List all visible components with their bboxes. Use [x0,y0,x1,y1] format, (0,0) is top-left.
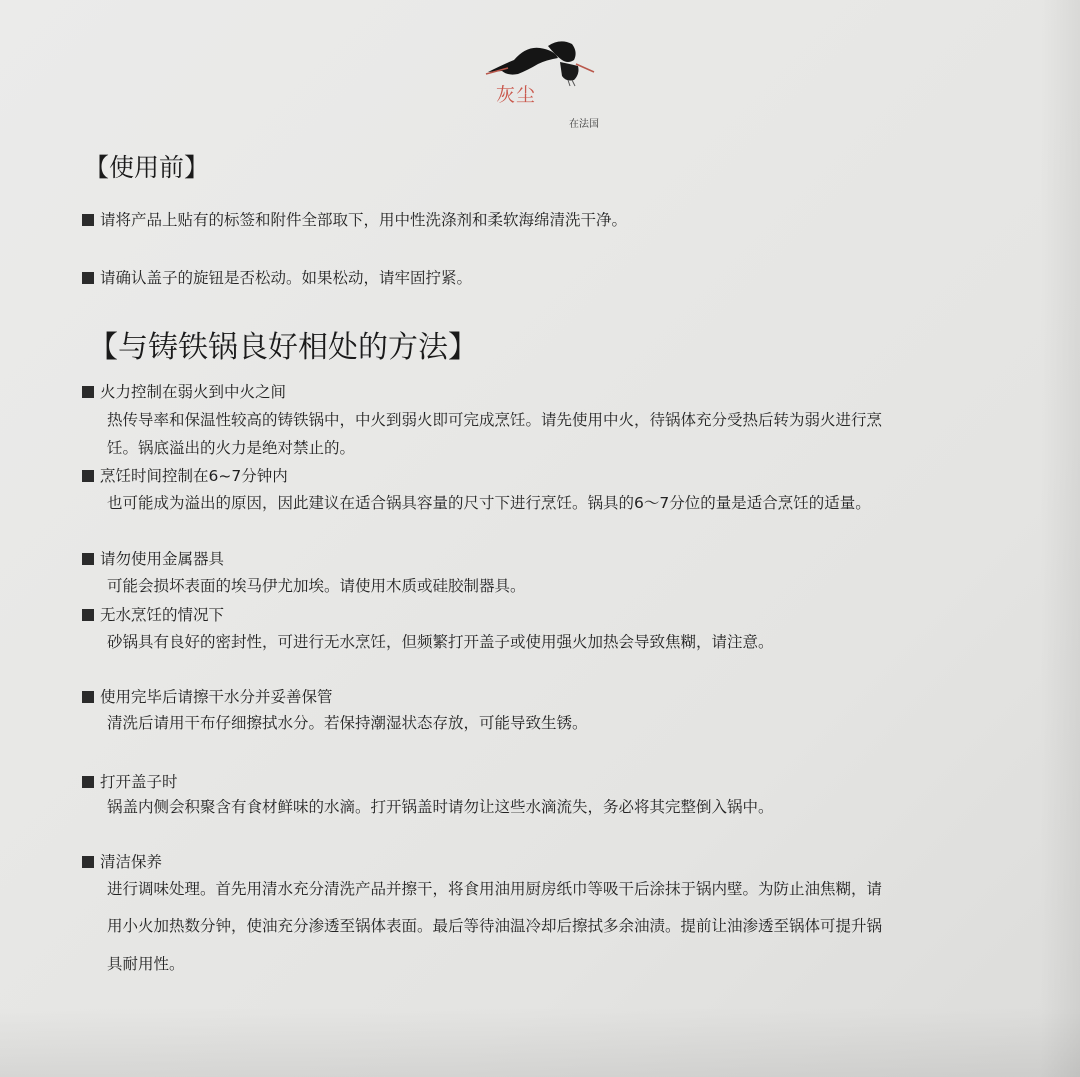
before-use-title: 【使用前】 [84,153,210,182]
bullet-square-icon [82,856,94,868]
section-text: 热传导率和保温性较高的铸铁锅中，中火到弱火即可完成烹饪。请先使用中火，待锅体充分受热后转为弱火进行烹 [107,411,883,429]
section-text: 用小火加热数分钟，使油充分渗透至锅体表面。最后等待油温冷却后擦拭多余油渍。提前让油渗透至锅体可提升锅 [107,917,883,935]
bullet-square-icon [82,470,94,482]
bullet-square-icon [82,386,94,398]
bullet-square-icon [82,776,94,788]
bullet-square-icon [82,214,94,226]
section-text: 进行调味处理。首先用清水充分清洗产品并擦干，将食用油用厨房纸巾等吸干后涂抹于锅内壁。为防止油焦糊，请 [107,880,883,898]
bullet-square-icon [82,553,94,565]
section-heading: 火力控制在弱火到中火之间 [82,380,286,402]
section-heading: 使用完毕后请擦干水分并妥善保管 [82,685,333,707]
section-text: 也可能成为溢出的原因，因此建议在适合锅具容量的尺寸下进行烹饪。锅具的6～7分位的量是适合烹饪的适量。 [107,494,871,512]
section-heading: 烹饪时间控制在6~7分钟内 [82,464,288,486]
bullet-square-icon [82,691,94,703]
section-heading: 无水烹饪的情况下 [82,603,224,625]
origin-label: 在法国 [569,119,599,130]
section-text: 清洗后请用干布仔细擦拭水分。若保持潮湿状态存放，可能导致生锈。 [107,714,588,732]
section-heading: 打开盖子时 [82,770,178,792]
bullet-square-icon [82,272,94,284]
section-text: 具耐用性。 [107,955,185,973]
paper-shadow-bottom [0,1007,1080,1077]
bullet-square-icon [82,609,94,621]
before-use-item: 请确认盖子的旋钮是否松动。如果松动，请牢固拧紧。 [82,266,472,288]
section-text: 饪。锅底溢出的火力是绝对禁止的。 [107,439,356,457]
section-text: 锅盖内侧会积聚含有食材鲜味的水滴。打开锅盖时请勿让这些水滴流失，务必将其完整倒入锅中。 [107,798,774,816]
paper-shadow-right [1040,0,1080,1077]
section-heading: 请勿使用金属器具 [82,547,224,569]
guide-title: 【与铸铁锅良好相处的方法】 [88,330,478,365]
before-use-item: 请将产品上贴有的标签和附件全部取下，用中性洗涤剂和柔软海绵清洗干净。 [82,208,627,230]
section-heading: 清洁保养 [82,850,162,872]
section-text: 可能会损坏表面的埃马伊尤加埃。请使用木质或硅胶制器具。 [107,577,526,595]
brand-name: 灰尘 [496,84,537,106]
section-text: 砂锅具有良好的密封性，可进行无水烹饪，但频繁打开盖子或使用强火加热会导致焦糊，请注意。 [107,633,774,651]
